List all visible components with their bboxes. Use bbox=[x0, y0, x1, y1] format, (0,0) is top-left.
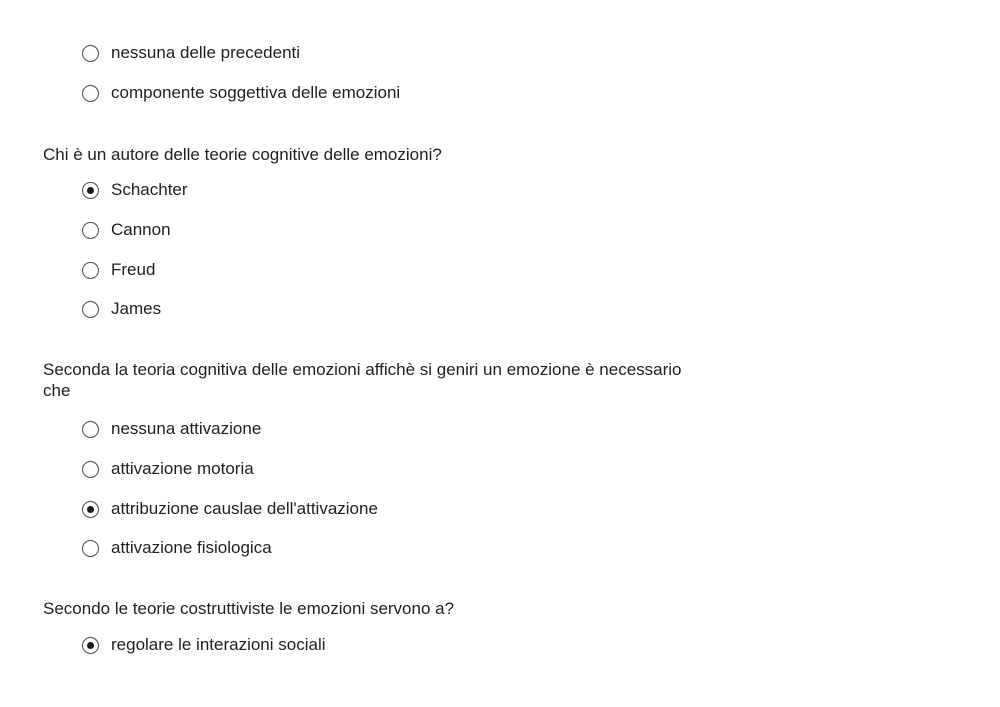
radio-button[interactable] bbox=[82, 222, 99, 239]
option-label: componente soggettiva delle emozioni bbox=[111, 83, 401, 102]
option-label: James bbox=[111, 299, 162, 318]
option-nessuna-delle-precedenti[interactable] bbox=[82, 41, 300, 65]
question-text: Secondo le teorie costruttiviste le emozioni servono a? bbox=[43, 599, 455, 618]
option-label: attribuzione causlae dell'attivazione bbox=[111, 499, 378, 518]
option-attivazione-motoria[interactable] bbox=[82, 457, 254, 481]
option-nessuna-attivazione[interactable] bbox=[82, 417, 261, 441]
radio-button[interactable] bbox=[82, 540, 99, 557]
option-schachter[interactable] bbox=[82, 178, 188, 202]
radio-button[interactable] bbox=[82, 45, 99, 62]
question-text: Seconda la teoria cognitiva delle emozioni affichè si geniri un emozione è necessario che bbox=[43, 360, 682, 400]
option-freud[interactable] bbox=[82, 258, 155, 282]
option-attivazione-fisiologica[interactable] bbox=[82, 536, 272, 560]
option-label: nessuna delle precedenti bbox=[111, 43, 301, 62]
question-text: Chi è un autore delle teorie cognitive delle emozioni? bbox=[43, 145, 442, 164]
option-cannon[interactable] bbox=[82, 218, 171, 242]
radio-button[interactable] bbox=[82, 262, 99, 279]
option-label: Schachter bbox=[111, 180, 188, 199]
option-regolare-interazioni[interactable] bbox=[82, 633, 326, 657]
radio-button-selected[interactable] bbox=[82, 501, 99, 518]
option-label: attivazione motoria bbox=[111, 459, 254, 478]
radio-button[interactable] bbox=[82, 461, 99, 478]
option-label: Cannon bbox=[111, 220, 171, 239]
radio-button[interactable] bbox=[82, 421, 99, 438]
option-label: regolare le interazioni sociali bbox=[111, 635, 326, 654]
radio-button[interactable] bbox=[82, 301, 99, 318]
radio-button-selected[interactable] bbox=[82, 637, 99, 654]
option-james[interactable] bbox=[82, 297, 161, 321]
option-label: attivazione fisiologica bbox=[111, 538, 272, 557]
radio-button[interactable] bbox=[82, 85, 99, 102]
option-label: nessuna attivazione bbox=[111, 419, 262, 438]
option-label: Freud bbox=[111, 260, 156, 279]
option-componente-soggettiva[interactable] bbox=[82, 81, 400, 105]
radio-button-selected[interactable] bbox=[82, 182, 99, 199]
option-attribuzione-causale[interactable] bbox=[82, 497, 378, 521]
